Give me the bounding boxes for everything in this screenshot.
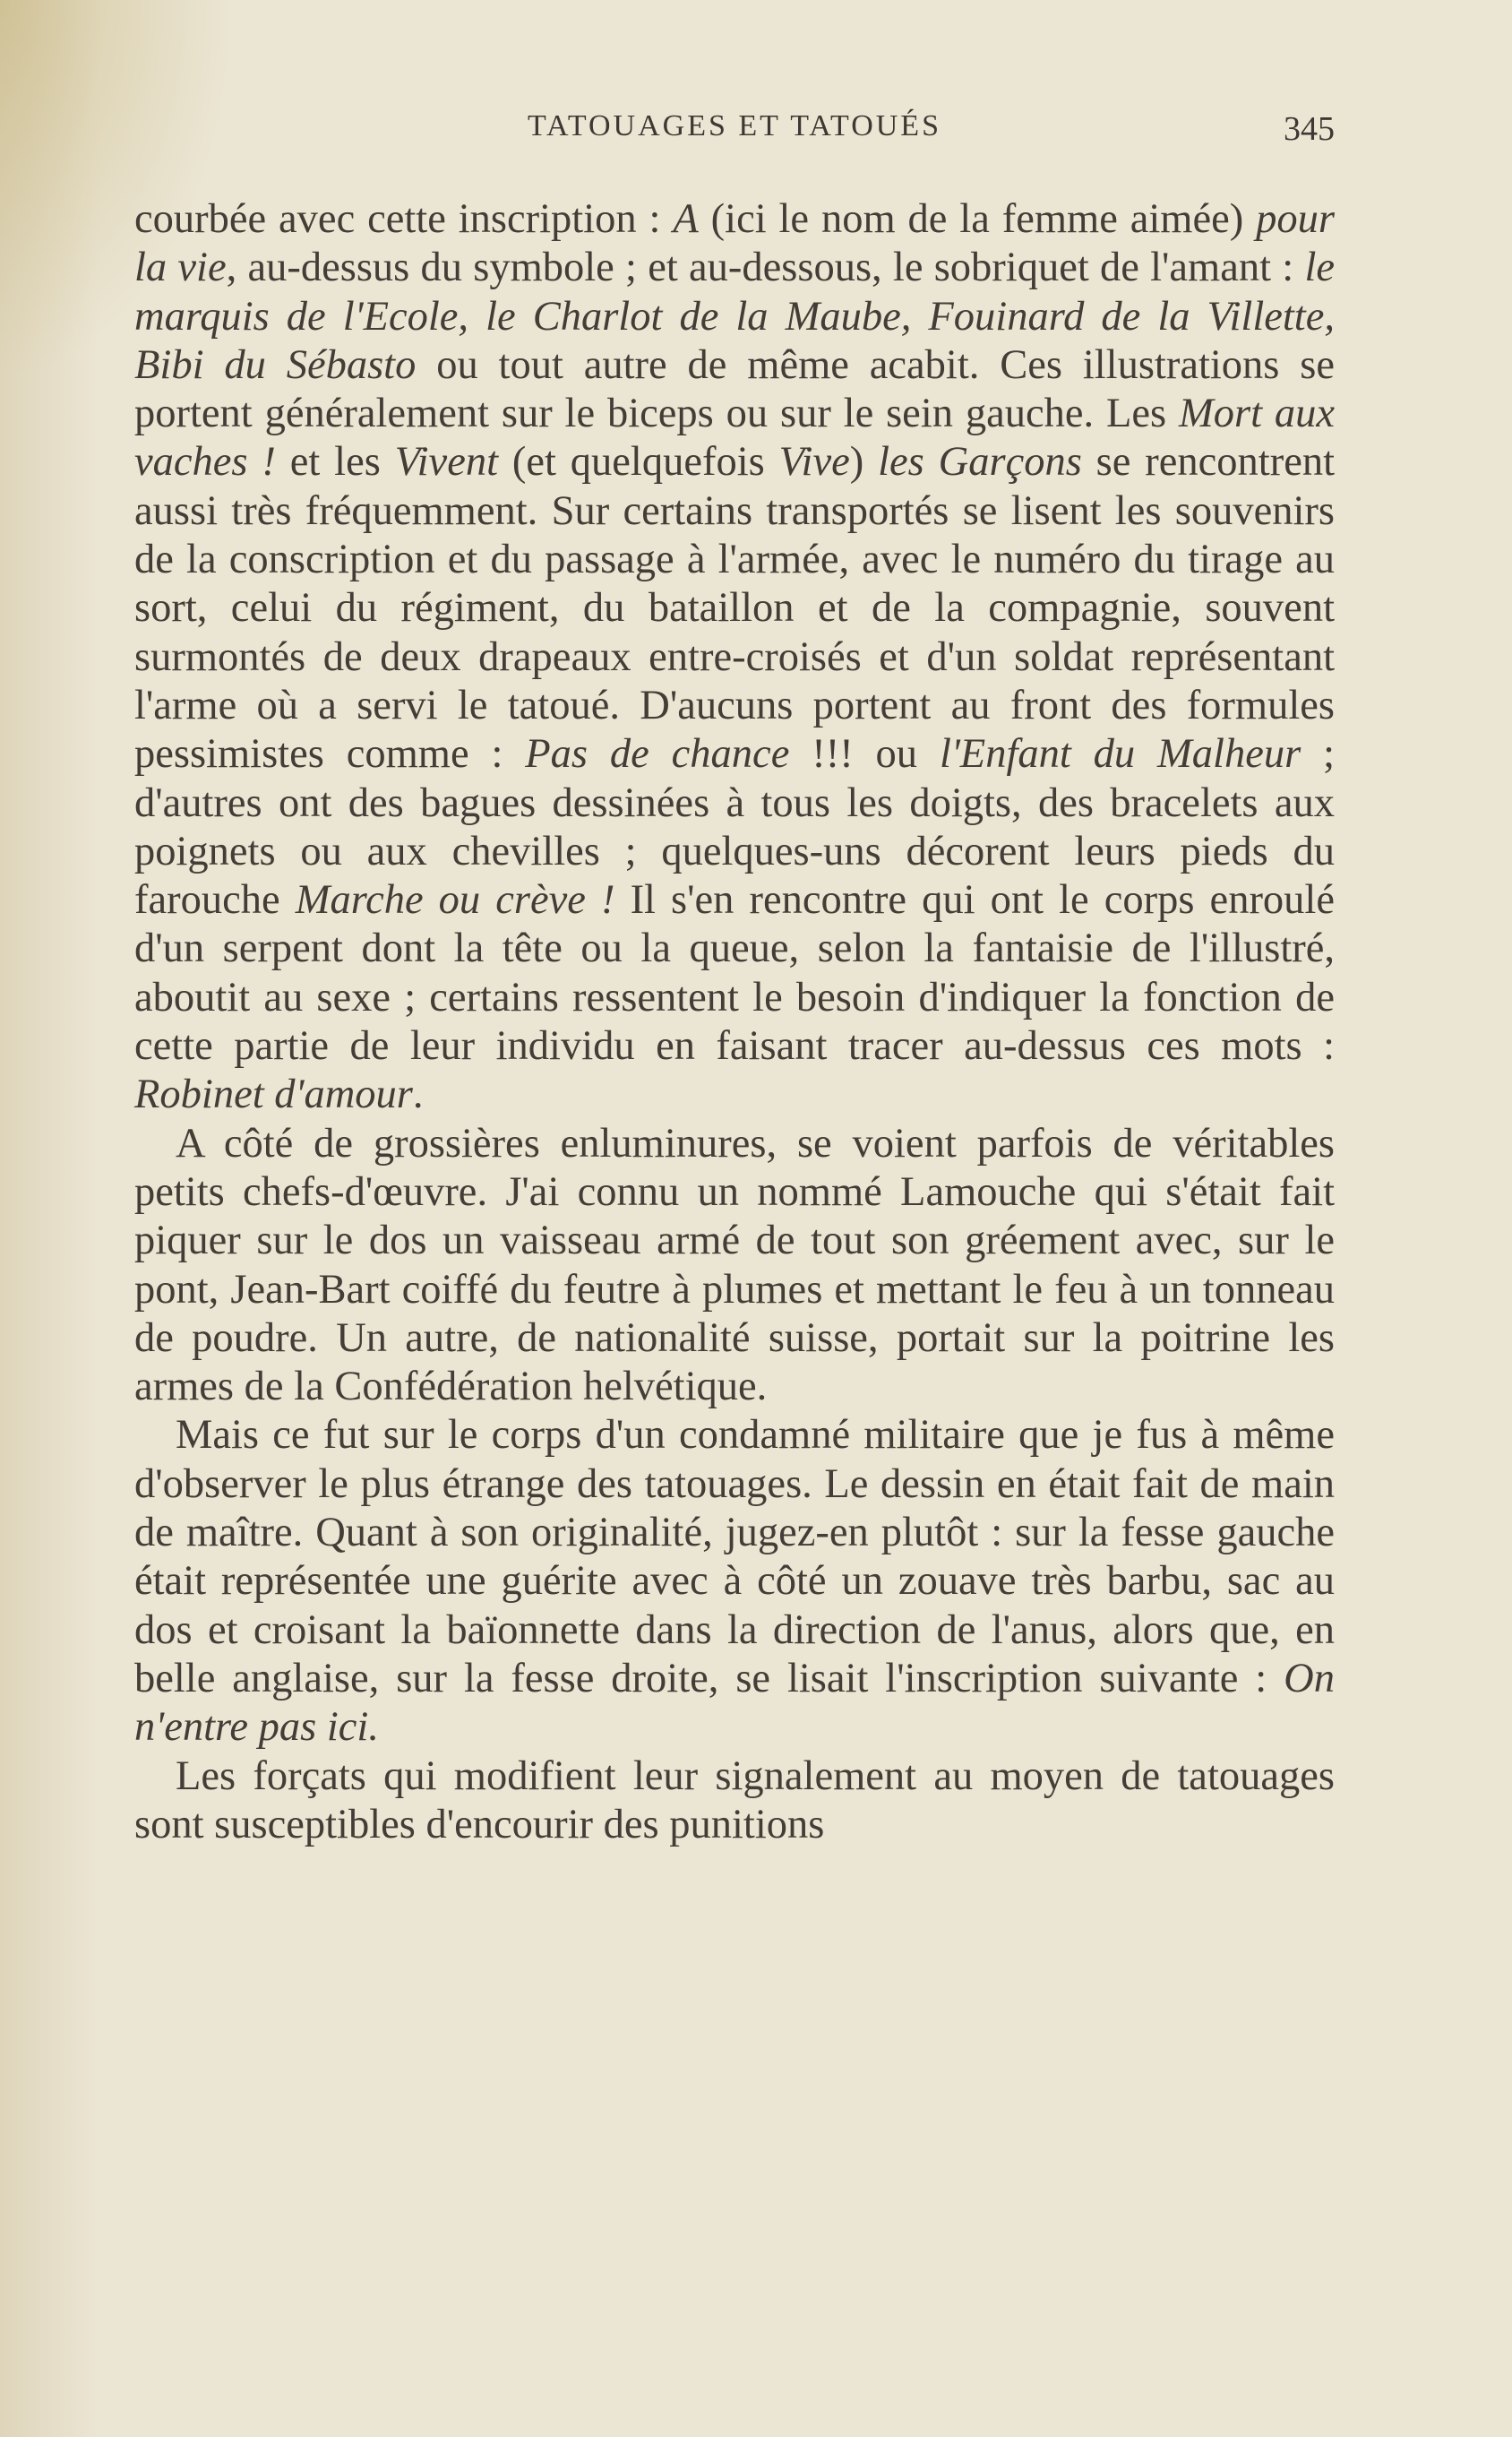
italic-run: le marquis de l'Ecole, le Charlot de la Maube, Fouinard de la Villette, Bibi du Sébasto	[134, 245, 1335, 388]
text-run: , au-dessus du symbole ; et au-dessous, le sobriquet de l'amant :	[226, 245, 1305, 291]
italic-run: l'Enfant du Malheur	[939, 731, 1302, 778]
body-text	[134, 195, 1335, 1849]
text-run: Mais ce fut sur le corps d'un condamné militaire que je fus à même d'observer le plus étrange des tatouages. Le dessin en était fait de main de maître. Quant à son originalité, jugez-en plutôt : sur la fesse gauche était représentée une guérite avec à côté un zouave très barbu, sac au dos et croisant la baïonnette dans la direction de l'anus, alors que, en belle anglaise, sur la fesse droite, se lisait l'inscription suivante :	[134, 1412, 1335, 1701]
italic-run: Vivent	[394, 439, 499, 486]
text-run: et les	[275, 439, 395, 486]
text-run: .	[412, 1072, 424, 1118]
text-run: courbée avec cette inscription :	[134, 196, 674, 242]
italic-run: Mort aux vaches !	[134, 391, 1335, 486]
text-run: ; d'autres ont des bagues dessinées à tous les doigts, des bracelets aux poignets ou aux chevilles ; quelques-uns décorent leurs pieds du farouche	[134, 731, 1336, 924]
text-run: Il s'en rencontre qui ont le corps enroulé d'un serpent dont la tête ou la queue, selon la fantaisie de l'illustré, aboutit au sexe ; certains ressentent le besoin d'indiquer la fonction de cette partie de leur individu en faisant tracer au-dessus ces mots :	[134, 877, 1335, 1070]
text-run: !!! ou	[789, 731, 940, 778]
italic-run: A	[673, 196, 699, 242]
text-run: )	[849, 439, 879, 486]
paragraph-4: Les forçats qui modifient leur signalement au moyen de tatouages sont susceptibles d'encourir des punitions	[134, 1752, 1335, 1847]
italic-run: Robinet d'amour	[134, 1072, 413, 1118]
italic-run: Marche ou crève !	[295, 877, 615, 924]
italic-run: les Garçons	[878, 439, 1082, 486]
italic-run: On n'entre pas ici.	[134, 1655, 1335, 1751]
italic-run: Vive	[778, 439, 850, 486]
italic-run: pour la vie	[134, 196, 1335, 291]
text-run: (ici le nom de la femme aimée)	[698, 196, 1257, 242]
paragraph-1	[134, 195, 1335, 1120]
text-run: ou tout autre de même acabit. Ces illustrations se portent généralement sur le biceps ou sur le sein gauche. Les	[134, 341, 1335, 437]
text-run: (et quelquefois	[498, 439, 779, 486]
running-title: TATOUAGES ET TATOUÉS	[528, 109, 941, 142]
paragraph-3	[134, 1411, 1335, 1752]
text-run: se rencontrent aussi très fréquemment. Sur certains transportés se lisent les souvenirs de la conscription et du passage à l'armée, avec le numéro du tirage au sort, celui du régiment, du bataillon et de la compagnie, souvent surmontés de deux drapeaux entre-croisés et d'un soldat représentant l'arme où a servi le tatoué. D'aucuns portent au front des formules pessimistes comme :	[134, 439, 1335, 778]
italic-run: Pas de chance	[525, 731, 790, 778]
running-head	[134, 109, 1335, 154]
page-number: 345	[1284, 110, 1335, 148]
paragraph-2: A côté de grossières enluminures, se voient parfois de véritables petits chefs-d'œuvre. J'ai connu un nommé Lamouche qui s'était fait piquer sur le dos un vaisseau armé de tout son gréement avec, sur le pont, Jean-Bart coiffé du feutre à plumes et mettant le feu à un tonneau de poudre. Un autre, de nationalité suisse, portait sur la poitrine les armes de la Confédération helvétique.	[134, 1120, 1335, 1410]
